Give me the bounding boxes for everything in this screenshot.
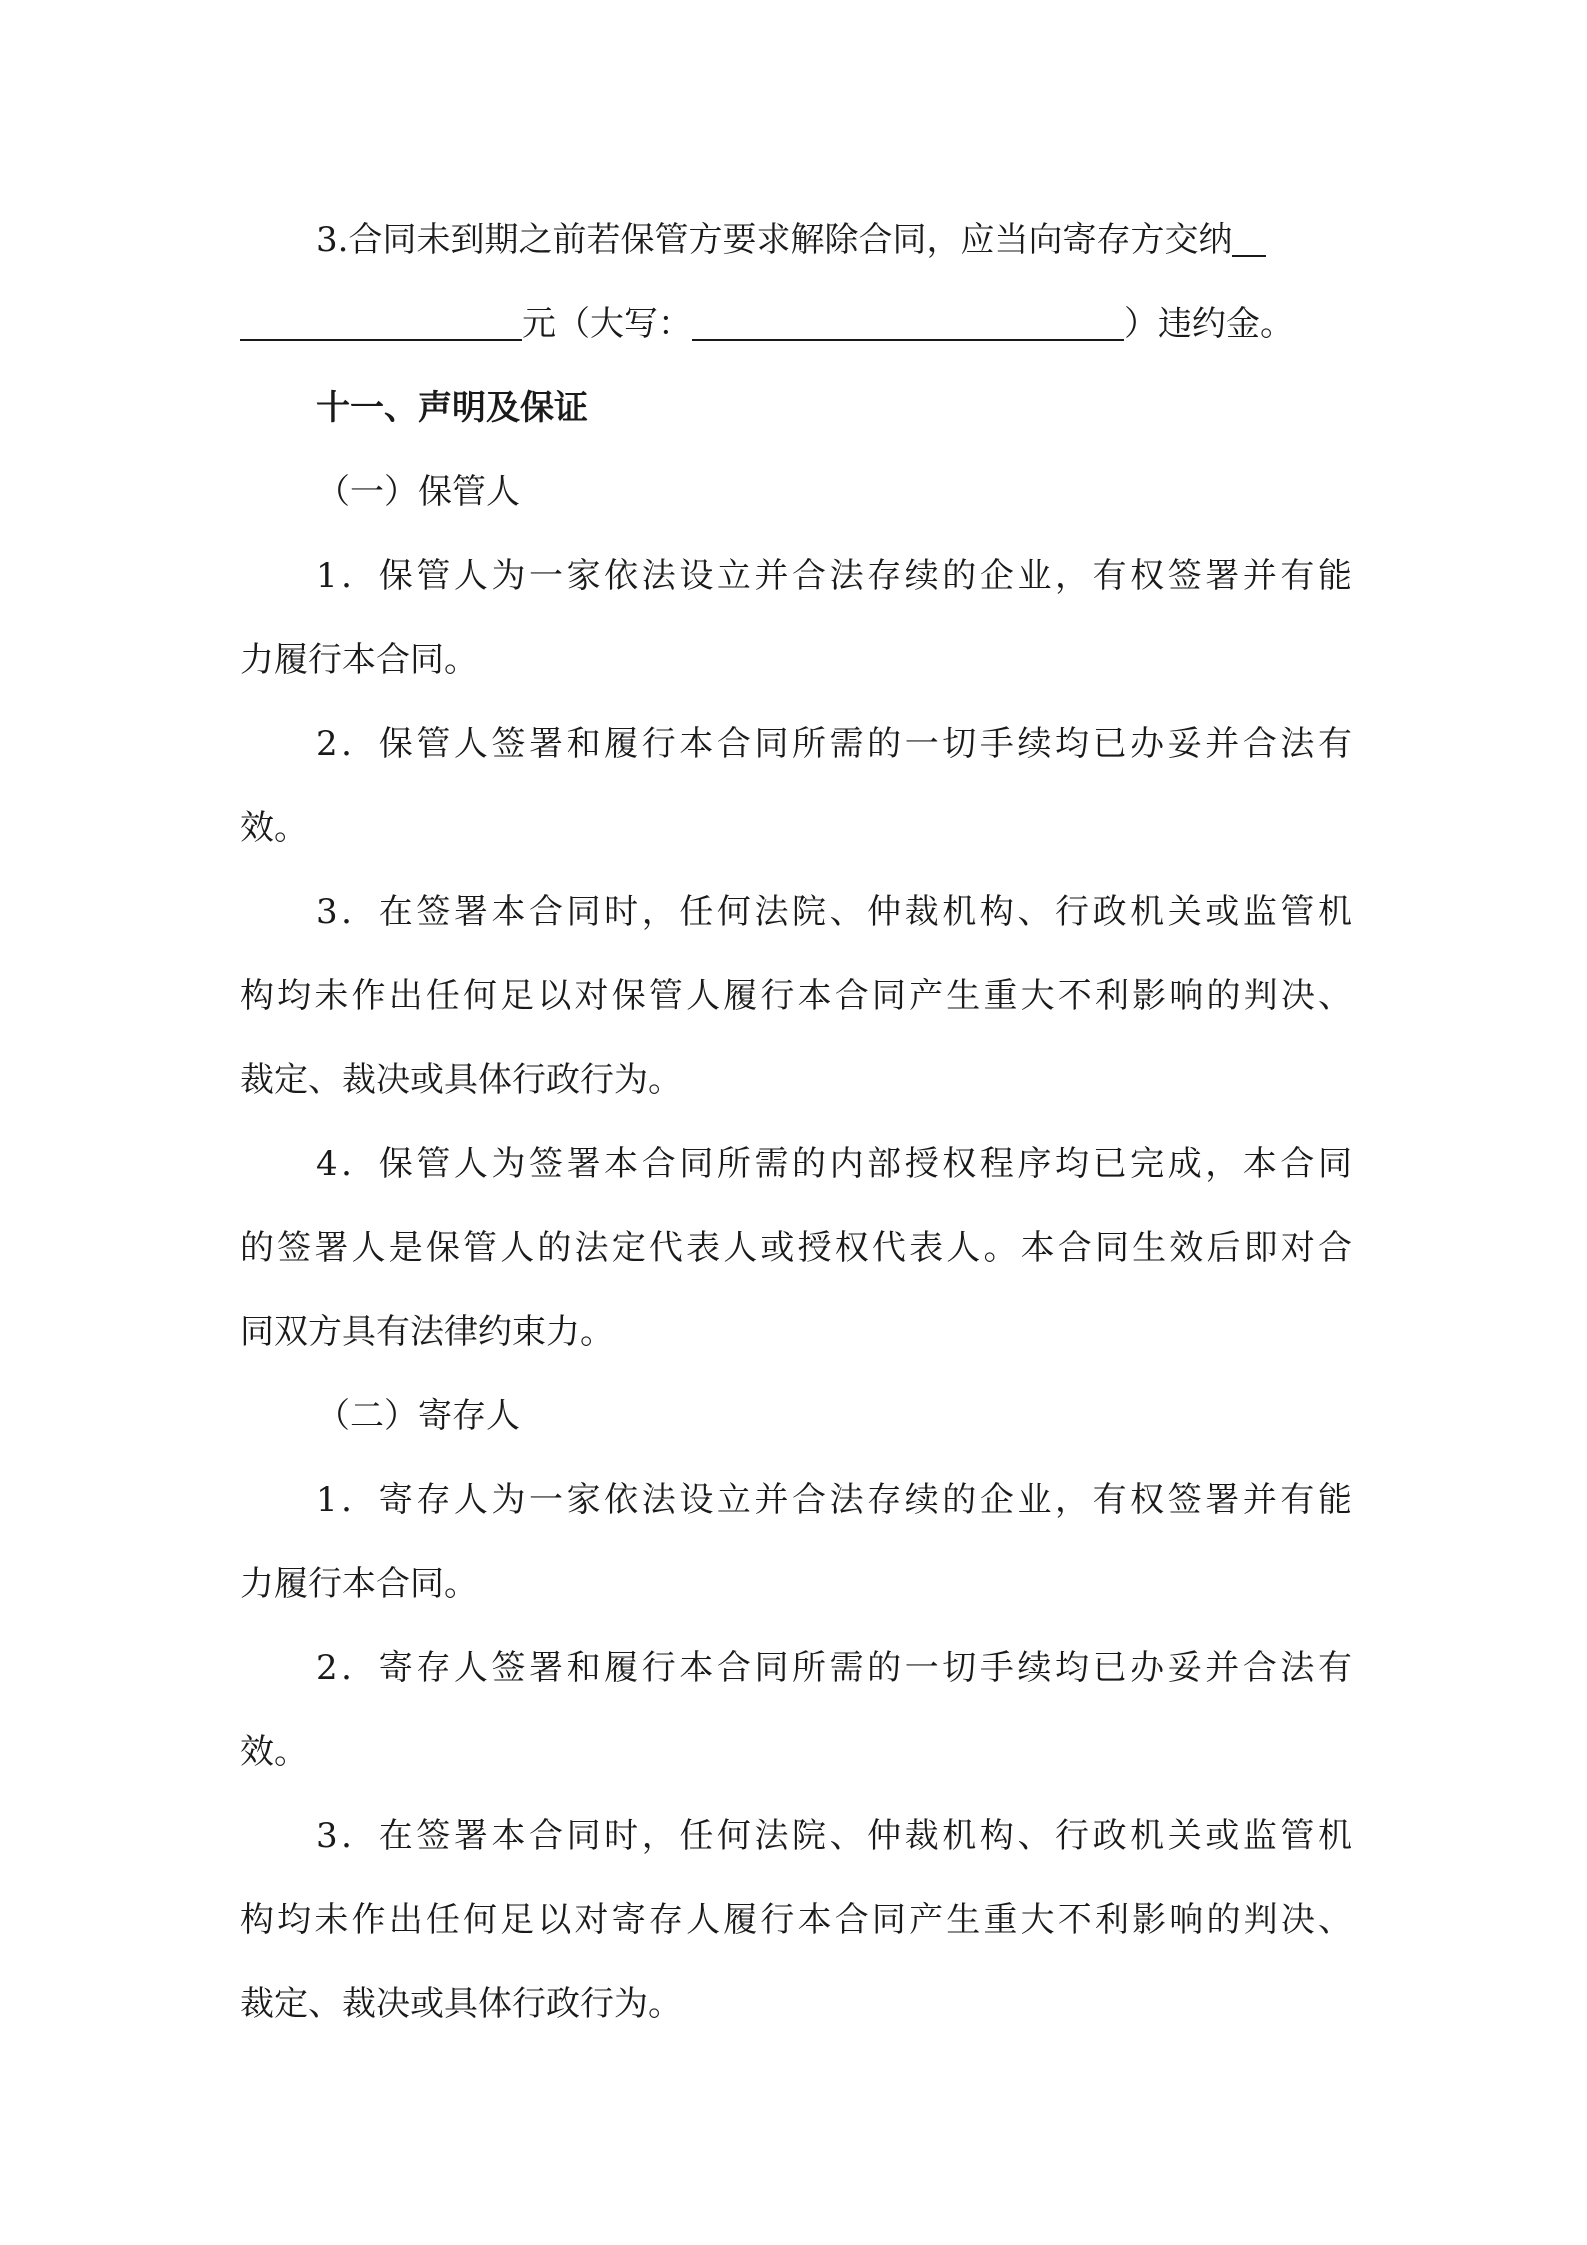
breach-clause-line-1 — [240, 198, 1352, 282]
amount-figures-blank — [240, 305, 522, 341]
breach-clause-text: 3.合同未到期之前若保管方要求解除合同，应当向寄存方交纳 — [316, 220, 1233, 260]
custodian-items — [240, 534, 1352, 1374]
amount-blank-start — [1232, 221, 1266, 257]
paragraph-line: 4．保管人为签署本合同所需的内部授权程序均已完成，本合同 — [316, 1144, 1352, 1184]
breach-clause-tail: ）违约金。 — [1124, 304, 1294, 344]
paragraph-line: 3．在签署本合同时，任何法院、仲裁机构、行政机关或监管机 — [316, 1816, 1352, 1856]
subsection-heading-custodian: （一）保管人 — [316, 472, 520, 512]
paragraph-line: 效。 — [240, 808, 308, 848]
paragraph-line: 同双方具有法律约束力。 — [240, 1312, 614, 1352]
paragraph-line: 构均未作出任何足以对寄存人履行本合同产生重大不利影响的判决、 — [240, 1900, 1352, 1940]
paragraph-line: 3．在签署本合同时，任何法院、仲裁机构、行政机关或监管机 — [316, 892, 1352, 932]
paragraph-line: 裁定、裁决或具体行政行为。 — [240, 1060, 682, 1100]
amount-words-blank — [692, 305, 1124, 341]
paragraph-line: 力履行本合同。 — [240, 1564, 478, 1604]
section-heading: 十一、声明及保证 — [316, 388, 588, 428]
paragraph-line: 2．寄存人签署和履行本合同所需的一切手续均已办妥并合法有 — [316, 1648, 1352, 1688]
paragraph-line: 构均未作出任何足以对保管人履行本合同产生重大不利影响的判决、 — [240, 976, 1352, 1016]
paragraph-line: 裁定、裁决或具体行政行为。 — [240, 1984, 682, 2024]
paragraph-line: 力履行本合同。 — [240, 640, 478, 680]
page-content — [240, 198, 1352, 2046]
paragraph-line: 的签署人是保管人的法定代表人或授权代表人。本合同生效后即对合 — [240, 1228, 1352, 1268]
paragraph-line: 效。 — [240, 1732, 308, 1772]
depositor-items — [240, 1458, 1352, 2046]
amount-unit-label: 元（大写： — [522, 304, 692, 344]
paragraph-line: 1．保管人为一家依法设立并合法存续的企业，有权签署并有能 — [316, 556, 1352, 596]
subsection-heading-depositor: （二）寄存人 — [316, 1396, 520, 1436]
paragraph-line: 2．保管人签署和履行本合同所需的一切手续均已办妥并合法有 — [316, 724, 1352, 764]
paragraph-line: 1．寄存人为一家依法设立并合法存续的企业，有权签署并有能 — [316, 1480, 1352, 1520]
breach-clause-line-2 — [240, 282, 1352, 366]
